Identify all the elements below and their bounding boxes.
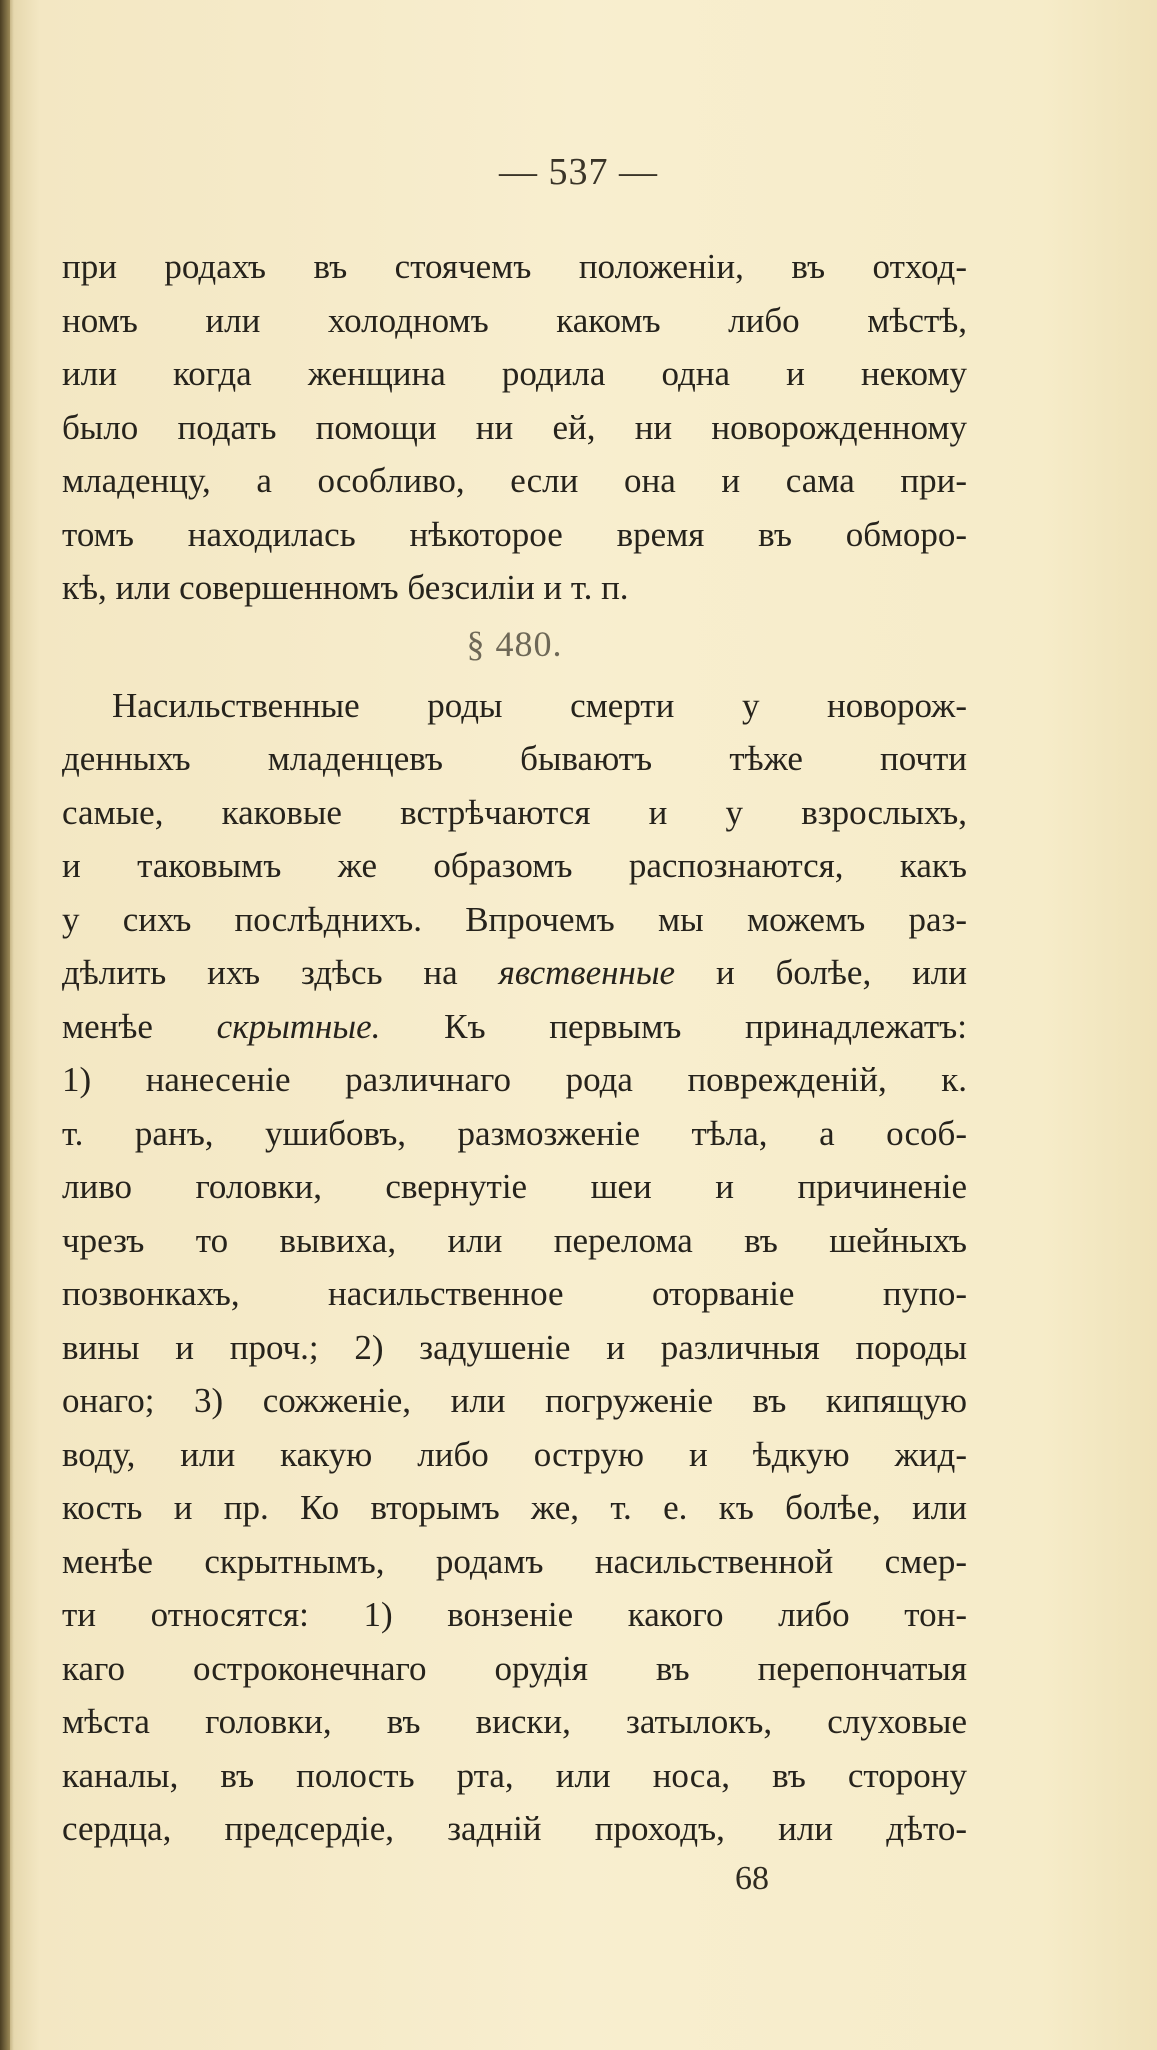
text-line — [62, 1695, 967, 1749]
text-segment: каго остроконечнаго орудiя въ перепончатыя — [62, 1648, 967, 1688]
text-segment: дѣлить ихъ здѣсь на — [62, 953, 499, 992]
body-text — [62, 240, 967, 1856]
text-line — [62, 839, 967, 893]
text-segment: самые, каковые встрѣчаются и у взрослыхъ, — [62, 792, 967, 832]
text-line — [62, 946, 967, 1000]
text-line — [62, 1481, 967, 1535]
text-line: при родахъ въ стоячемъ положенiи, въ отход- — [62, 247, 967, 286]
text-line — [62, 1160, 967, 1214]
text-segment: менѣе — [62, 1006, 217, 1046]
section-heading: § 480. — [466, 623, 563, 664]
text-line — [62, 1053, 967, 1107]
text-segment: воду, или какую либо острую и ѣдкую жид- — [62, 1434, 967, 1474]
text-line — [62, 1428, 967, 1482]
text-segment: кость и пр. Ко вторымъ же, т. е. къ болѣе, или — [62, 1488, 967, 1527]
text-segment: сердца, предсердiе, заднiй проходъ, или дѣто- — [62, 1809, 967, 1848]
text-segment: чрезъ то вывиха, или перелома въ шейныхъ — [62, 1220, 967, 1260]
text-line — [62, 1107, 967, 1161]
book-spine-shadow — [0, 0, 10, 2050]
text-segment: мѣста головки, въ виски, затылокъ, слуховые — [62, 1702, 967, 1741]
text-segment: денныхъ младенцевъ бываютъ тѣже почти — [62, 739, 967, 778]
text-line: томъ находилась нѣкоторое время въ обморо- — [62, 514, 967, 554]
text-segment: позвонкахъ, насильственное оторванiе пупо- — [62, 1274, 967, 1313]
paragraph-1 — [62, 240, 967, 615]
text-segment: и таковымъ же образомъ распознаются, какъ — [62, 846, 967, 885]
text-line — [62, 1267, 967, 1321]
text-line — [62, 1000, 967, 1054]
text-segment: каналы, въ полость рта, или носа, въ сторону — [62, 1755, 967, 1795]
text-line — [62, 1214, 967, 1268]
text-line — [62, 1642, 967, 1696]
emphasized-term: скрытные. — [216, 1006, 381, 1046]
text-line: кѣ, или совершенномъ безсилiи и т. п. — [62, 568, 629, 607]
text-segment: и болѣе, или — [675, 953, 968, 992]
text-line — [62, 1588, 967, 1642]
text-segment: ливо головки, свернутiе шеи и причиненiе — [62, 1167, 967, 1206]
text-line — [62, 893, 967, 947]
text-line — [62, 1321, 967, 1375]
text-line — [62, 1535, 967, 1589]
text-segment: у сихъ послѣднихъ. Впрочемъ мы можемъ раз- — [62, 899, 967, 939]
text-line: или когда женщина родила одна и некому — [62, 354, 967, 393]
text-segment: вины и проч.; 2) задушенiе и различныя породы — [62, 1327, 967, 1367]
signature-mark: 68 — [735, 1860, 769, 1897]
text-line: было подать помощи ни ей, ни новорожденному — [62, 407, 967, 447]
text-line — [62, 786, 967, 840]
text-line: младенцу, а особливо, если она и сама при- — [62, 461, 967, 500]
text-line — [62, 1749, 967, 1803]
text-line — [62, 679, 967, 733]
text-segment: т. ранъ, ушибовъ, размозженiе тѣла, а особ- — [62, 1113, 967, 1153]
text-segment: онаго; 3) сожженiе, или погруженiе въ кипящую — [62, 1381, 967, 1420]
text-segment: 1) нанесенiе различнаго рода поврежденiй, к. — [62, 1060, 967, 1099]
text-line — [62, 1802, 967, 1856]
text-line — [62, 1374, 967, 1428]
emphasized-term: явственные — [498, 953, 676, 992]
text-segment: менѣе скрытнымъ, родамъ насильственной смер- — [62, 1541, 967, 1581]
text-segment: Къ первымъ принадлежатъ: — [380, 1006, 968, 1046]
paragraph-2 — [62, 679, 967, 1856]
running-head-page-number: — 537 — — [499, 151, 658, 193]
text-segment: Насильственные роды смерти у новорож- — [112, 685, 967, 725]
text-segment: ти относятся: 1) вонзенiе какого либо тон- — [62, 1595, 967, 1634]
text-line: номъ или холодномъ какомъ либо мѣстѣ, — [62, 300, 967, 340]
text-line — [62, 732, 967, 786]
